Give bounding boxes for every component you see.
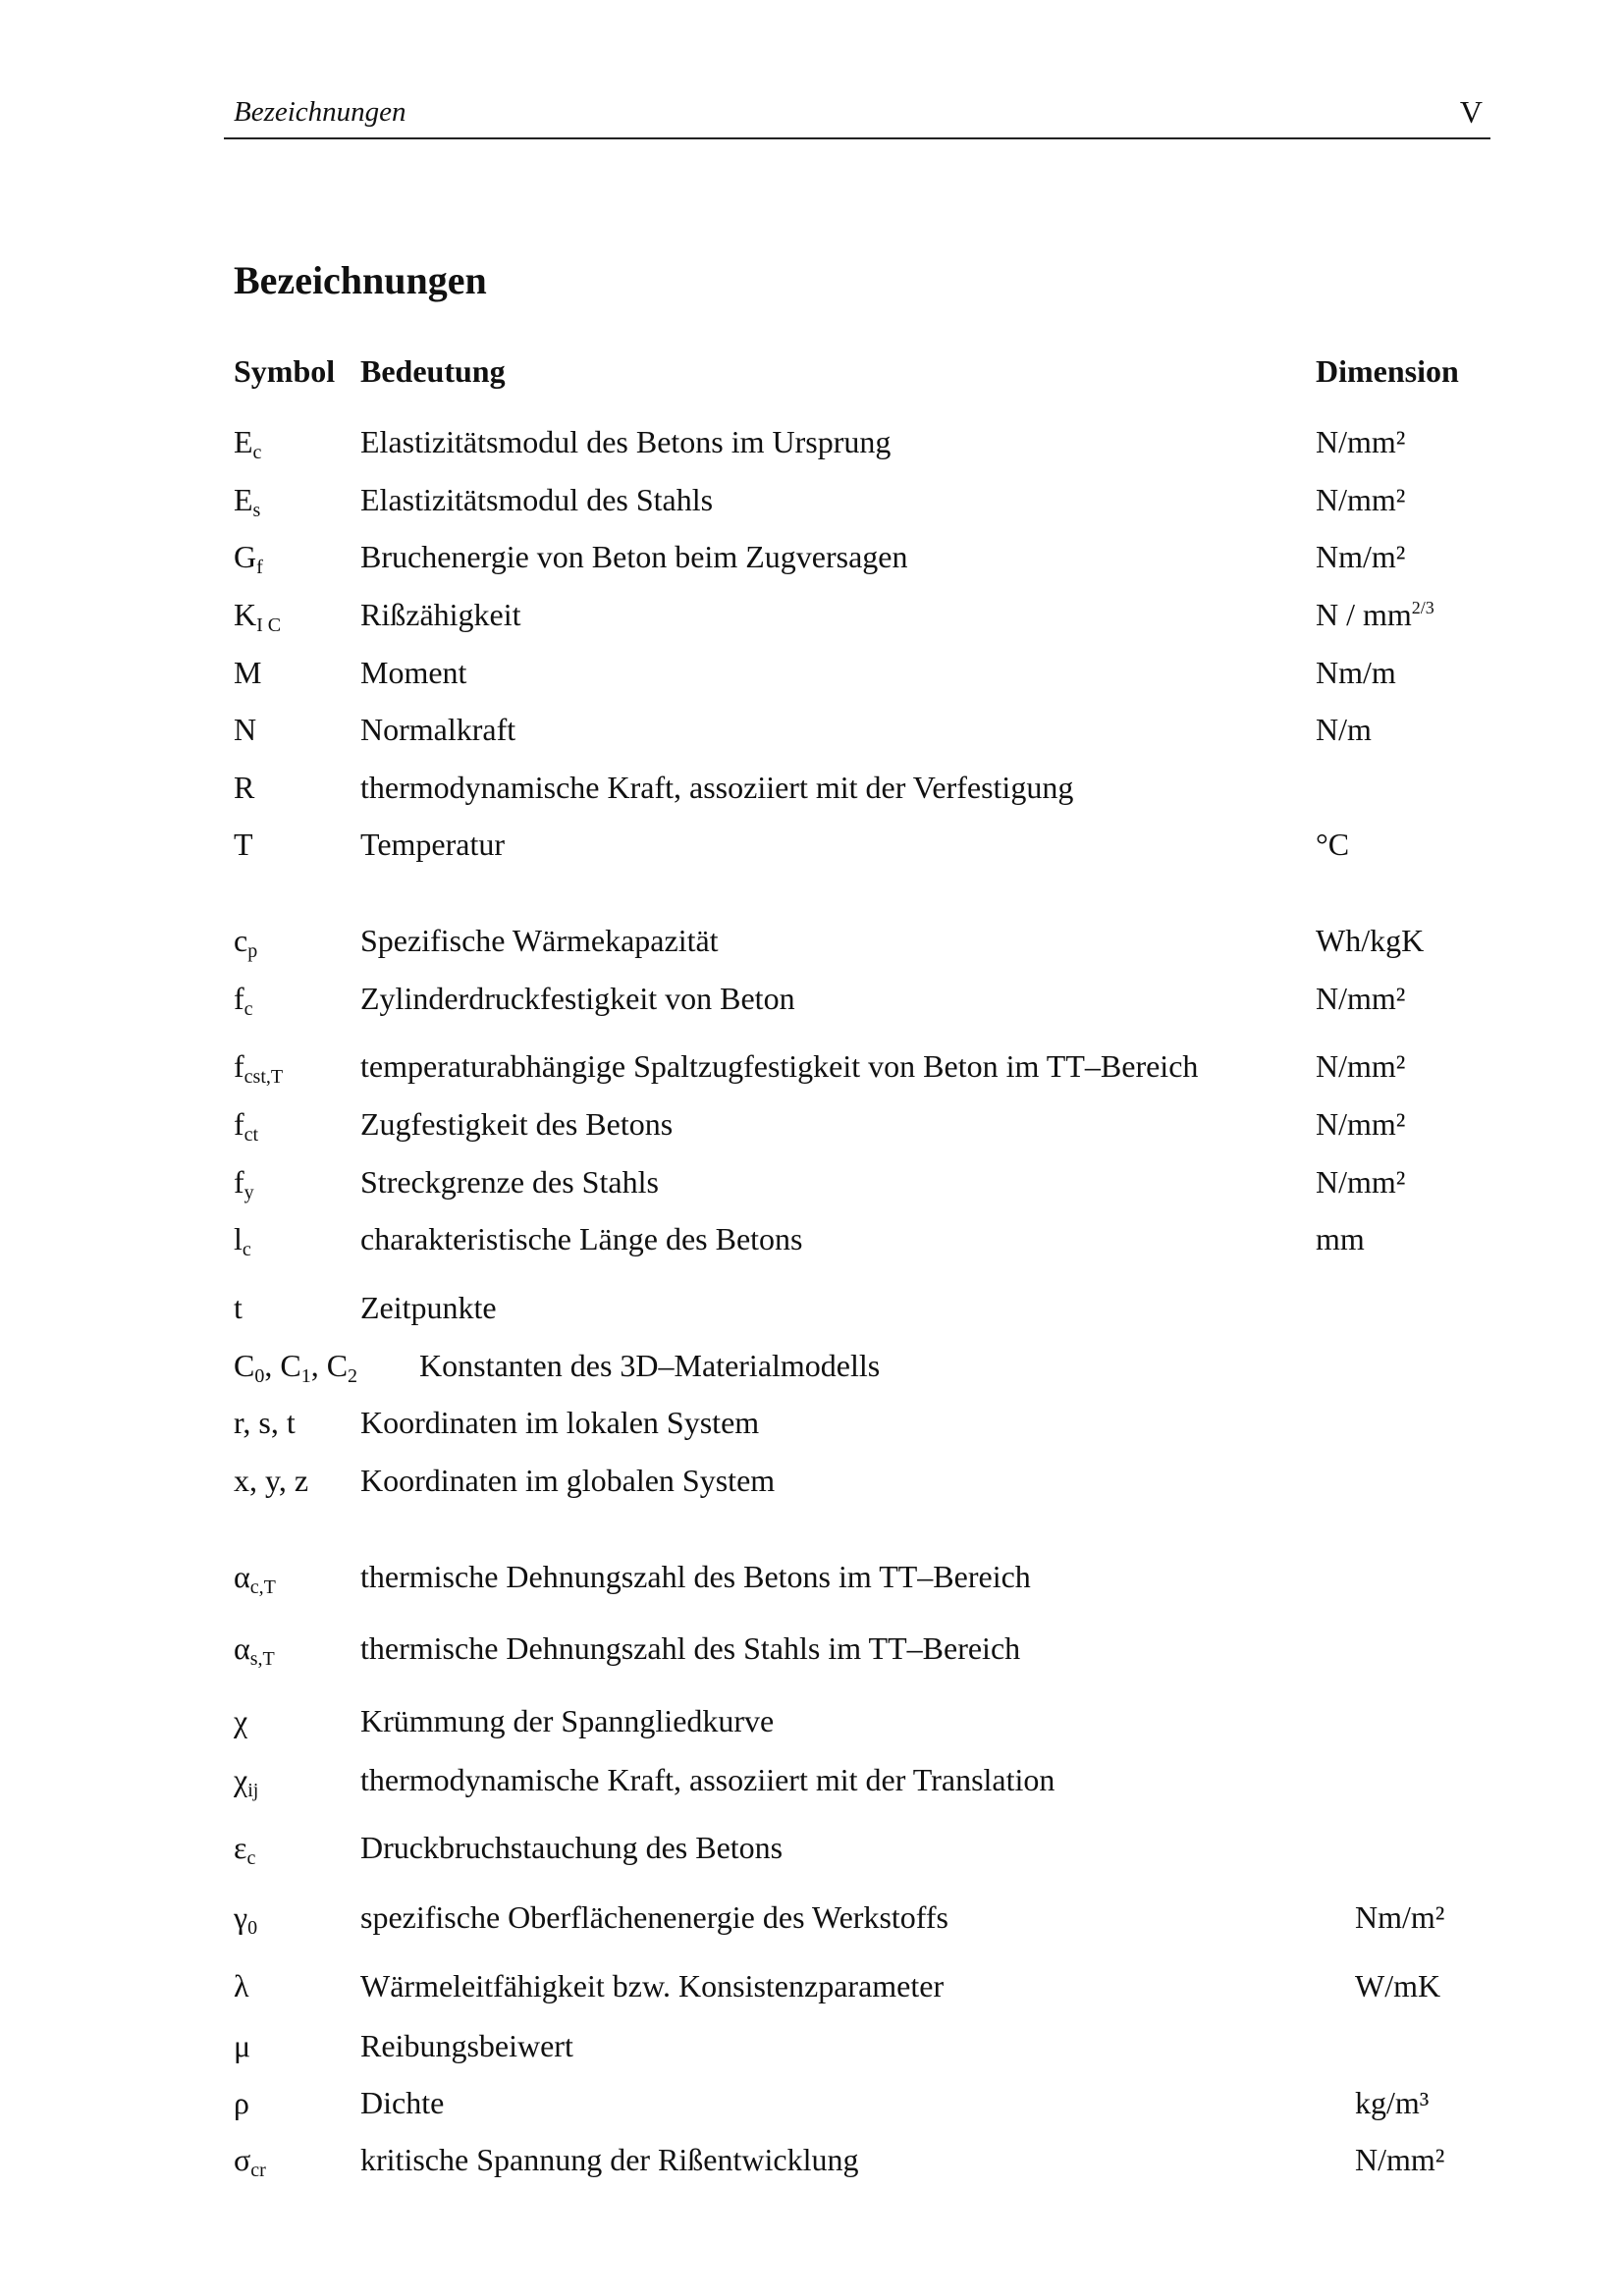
dimension: N/mm² bbox=[1316, 1048, 1406, 1084]
dimension: Nm/m² bbox=[1316, 539, 1406, 574]
meaning: Rißzähigkeit bbox=[360, 597, 521, 632]
meaning: Bruchenergie von Beton beim Zugversagen bbox=[360, 539, 908, 574]
meaning: thermische Dehnungszahl des Stahls im TT–Bereich bbox=[360, 1630, 1021, 1666]
meaning: spezifische Oberflächenenergie des Werkstoffs bbox=[360, 1899, 948, 1935]
table-row bbox=[0, 770, 1623, 819]
meaning: kritische Spannung der Rißentwicklung bbox=[360, 2142, 859, 2177]
page-number: V bbox=[1459, 94, 1483, 130]
header-title: Bezeichnungen bbox=[234, 96, 406, 128]
table-row bbox=[0, 1048, 1623, 1097]
symbol: ρ bbox=[234, 2085, 249, 2120]
symbol-subscript: ct bbox=[243, 1124, 259, 1146]
symbol-subscript: f bbox=[256, 557, 263, 578]
table-row bbox=[0, 655, 1623, 704]
symbol: $\alpha_{s,T}$ bbox=[234, 1630, 275, 1670]
column-header-meaning: Bedeutung bbox=[360, 353, 506, 389]
symbol: $c_p$ bbox=[234, 923, 258, 962]
table-row bbox=[0, 2085, 1623, 2134]
symbol-subscript: c bbox=[242, 1239, 251, 1260]
symbol-subscript: s bbox=[252, 500, 261, 521]
meaning: Elastizitätsmodul des Betons im Ursprung bbox=[360, 424, 892, 459]
table-row bbox=[0, 1463, 1623, 1512]
table-row bbox=[0, 2142, 1623, 2191]
meaning: Zylinderdruckfestigkeit von Beton bbox=[360, 981, 795, 1016]
symbol: R bbox=[234, 770, 255, 805]
table-row bbox=[0, 923, 1623, 972]
table-row bbox=[0, 597, 1623, 646]
symbol: $K_{I C}$ bbox=[234, 597, 282, 636]
symbol: χ bbox=[234, 1703, 248, 1738]
symbol: $l_c$ bbox=[234, 1221, 251, 1260]
meaning: Konstanten des 3D–Materialmodells bbox=[419, 1348, 881, 1383]
meaning: Druckbruchstauchung des Betons bbox=[360, 1830, 784, 1865]
dimension: N/m bbox=[1316, 712, 1372, 747]
symbol: r, s, t bbox=[234, 1405, 296, 1440]
symbol-subscript: s,T bbox=[249, 1648, 275, 1670]
dimension-superscript: 2/3 bbox=[1411, 598, 1434, 617]
dimension: N/mm² bbox=[1316, 981, 1406, 1016]
column-header-symbol: Symbol bbox=[234, 353, 336, 389]
meaning: Dichte bbox=[360, 2085, 445, 2120]
symbol: $\varepsilon_c$ bbox=[234, 1830, 256, 1869]
page-header bbox=[224, 94, 1490, 139]
column-header-dimension: Dimension bbox=[1316, 353, 1459, 389]
meaning: Koordinaten im globalen System bbox=[360, 1463, 776, 1498]
symbol-subscript: c bbox=[252, 442, 262, 463]
dimension: mm bbox=[1316, 1221, 1365, 1256]
dimension: W/mK bbox=[1355, 1968, 1441, 2003]
meaning: Streckgrenze des Stahls bbox=[360, 1164, 659, 1200]
table-row bbox=[0, 482, 1623, 531]
dimension: Nm/m bbox=[1316, 655, 1396, 690]
page-title: Bezeichnungen bbox=[234, 258, 487, 302]
table-row bbox=[0, 981, 1623, 1030]
dimension: Wh/kgK bbox=[1316, 923, 1425, 958]
symbol: $\sigma_{cr}$ bbox=[234, 2142, 266, 2181]
meaning: thermische Dehnungszahl des Betons im TT–Bereich bbox=[360, 1559, 1031, 1594]
symbol: $f_y$ bbox=[234, 1164, 254, 1203]
dimension: N/mm² bbox=[1316, 482, 1406, 517]
table-row bbox=[0, 827, 1623, 876]
table-row bbox=[0, 1830, 1623, 1879]
table-row bbox=[0, 1559, 1623, 1608]
table-row bbox=[0, 1630, 1623, 1680]
symbol-subscript: c bbox=[246, 1847, 256, 1869]
table-row bbox=[0, 1348, 1623, 1397]
meaning: Normalkraft bbox=[360, 712, 516, 747]
dimension: N/mm² bbox=[1316, 1106, 1406, 1142]
meaning: Zugfestigkeit des Betons bbox=[360, 1106, 674, 1142]
symbol: $E_s$ bbox=[234, 482, 261, 521]
table-row bbox=[0, 1968, 1623, 2017]
table-row bbox=[0, 424, 1623, 473]
table-row bbox=[0, 1106, 1623, 1155]
symbol-subscript: ij bbox=[247, 1780, 259, 1801]
table-row bbox=[0, 1899, 1623, 1949]
dimension: Nm/m² bbox=[1355, 1899, 1445, 1935]
meaning: charakteristische Länge des Betons bbox=[360, 1221, 803, 1256]
symbol: $\alpha_{c,T}$ bbox=[234, 1559, 276, 1598]
symbol-subscript: c,T bbox=[249, 1576, 276, 1598]
symbol: t bbox=[234, 1290, 243, 1325]
table-row bbox=[0, 712, 1623, 761]
table-row bbox=[0, 1703, 1623, 1752]
symbol: $f_{ct}$ bbox=[234, 1106, 259, 1146]
symbol-subscript: c bbox=[243, 998, 253, 1020]
meaning: Zeitpunkte bbox=[360, 1290, 497, 1325]
meaning: thermodynamische Kraft, assoziiert mit der Translation bbox=[360, 1762, 1055, 1797]
symbol: $C_0$, $C_1$, $C_2$ bbox=[234, 1348, 358, 1387]
meaning: Koordinaten im lokalen System bbox=[360, 1405, 760, 1440]
meaning: Moment bbox=[360, 655, 467, 690]
symbol-subscript: I C bbox=[256, 614, 282, 636]
symbol: x, y, z bbox=[234, 1463, 309, 1498]
table-row bbox=[0, 1405, 1623, 1454]
symbol: N bbox=[234, 712, 257, 747]
dimension: kg/m³ bbox=[1355, 2085, 1430, 2120]
symbol: $f_c$ bbox=[234, 981, 253, 1020]
table-row bbox=[0, 2028, 1623, 2077]
meaning: Spezifische Wärmekapazität bbox=[360, 923, 719, 958]
table-row bbox=[0, 1164, 1623, 1213]
symbol: $\gamma_0$ bbox=[234, 1899, 258, 1939]
symbol-subscript: cr bbox=[250, 2160, 266, 2181]
table-row bbox=[0, 1290, 1623, 1339]
symbol-subscript: y bbox=[243, 1182, 254, 1203]
meaning: Wärmeleitfähigkeit bzw. Konsistenzparameter bbox=[360, 1968, 945, 2003]
table-row bbox=[0, 1221, 1623, 1270]
dimension: N/mm² bbox=[1355, 2142, 1445, 2177]
symbol-subscript: cst,T bbox=[243, 1066, 284, 1088]
dimension: N/mm² bbox=[1316, 1164, 1406, 1200]
dimension: °C bbox=[1316, 827, 1350, 862]
symbol-subscript: 0 bbox=[247, 1917, 258, 1939]
symbol: μ bbox=[234, 2028, 251, 2063]
table-row bbox=[0, 1762, 1623, 1811]
symbol: M bbox=[234, 655, 262, 690]
meaning: Krümmung der Spanngliedkurve bbox=[360, 1703, 775, 1738]
symbol-subscript: p bbox=[247, 940, 258, 962]
dimension: N / $mm^{2/3}$ bbox=[1316, 597, 1434, 632]
meaning: thermodynamische Kraft, assoziiert mit der Verfestigung bbox=[360, 770, 1074, 805]
dimension: N/mm² bbox=[1316, 424, 1406, 459]
table-row bbox=[0, 539, 1623, 588]
symbol: $\chi_{ij}$ bbox=[234, 1762, 259, 1801]
symbol: T bbox=[234, 827, 253, 862]
meaning: temperaturabhängige Spaltzugfestigkeit von Beton im TT–Bereich bbox=[360, 1048, 1199, 1084]
meaning: Temperatur bbox=[360, 827, 506, 862]
meaning: Reibungsbeiwert bbox=[360, 2028, 573, 2063]
meaning: Elastizitätsmodul des Stahls bbox=[360, 482, 714, 517]
symbol: λ bbox=[234, 1968, 249, 2003]
symbol: $E_c$ bbox=[234, 424, 262, 463]
symbol: $f_{cst,T}$ bbox=[234, 1048, 284, 1088]
symbol: $G_f$ bbox=[234, 539, 263, 578]
